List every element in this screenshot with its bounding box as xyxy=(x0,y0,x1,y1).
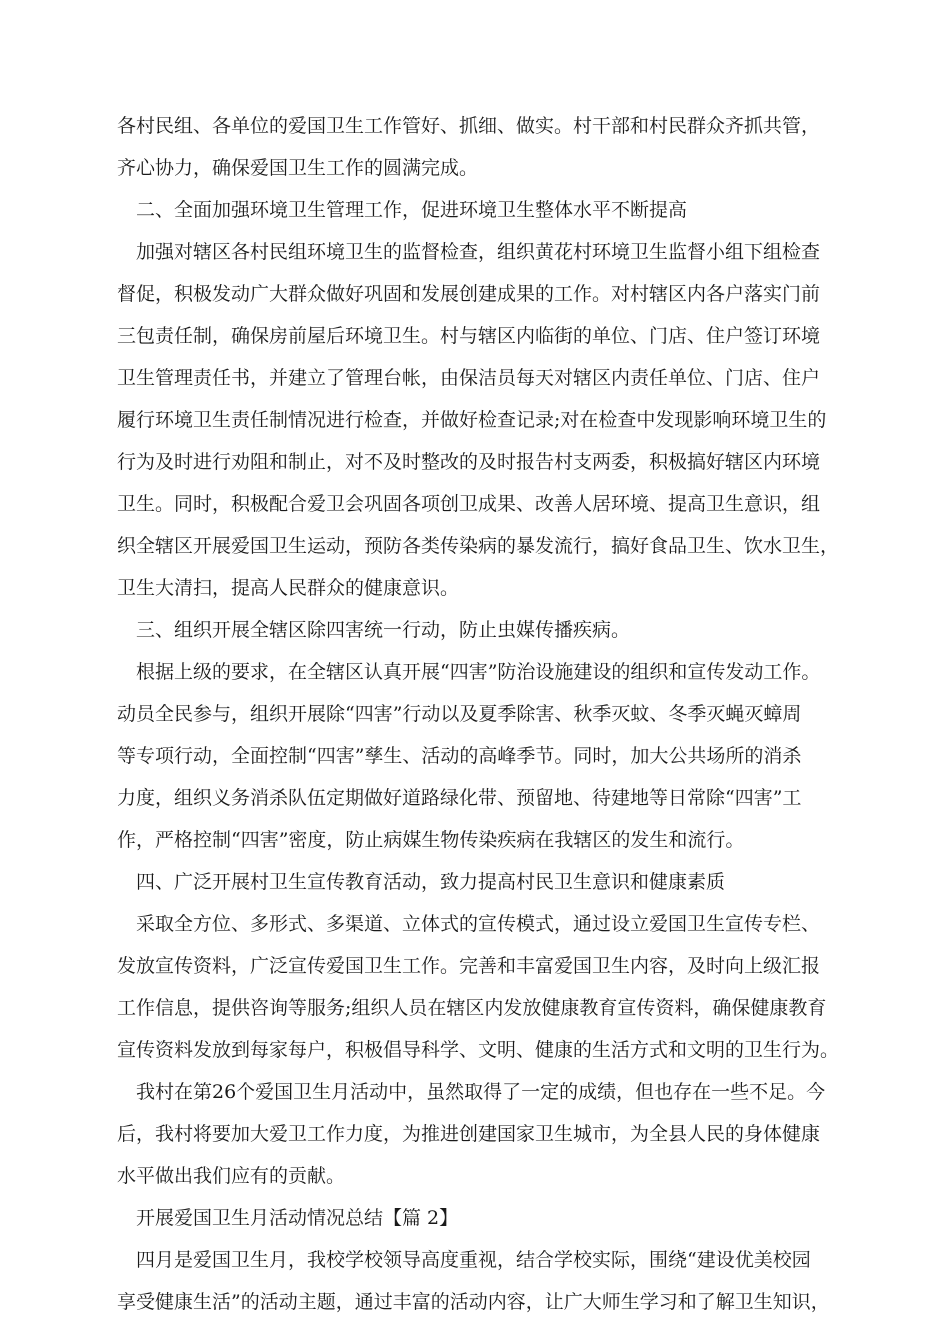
text-line: 工作信息，提供咨询等服务;组织人员在辖区内发放健康教育宣传资料，确保健康教育 xyxy=(117,997,827,1019)
text-line: 力度，组织义务消杀队伍定期做好道路绿化带、预留地、待建地等日常除“四害”工 xyxy=(117,787,802,809)
text-line: 根据上级的要求，在全辖区认真开展“四害”防治设施建设的组织和宣传发动工作。 xyxy=(136,661,821,683)
text-line: 卫生管理责任书，并建立了管理台帐，由保洁员每天对辖区内责任单位、门店、住户 xyxy=(117,367,821,389)
text-line: 动员全民参与，组织开展除“四害”行动以及夏季除害、秋季灭蚊、冬季灭蝇灭蟑周 xyxy=(117,703,802,725)
text-line: 我村在第26个爱国卫生月活动中，虽然取得了一定的成绩，但也存在一些不足。今 xyxy=(136,1081,826,1103)
text-line: 水平做出我们应有的贡献。 xyxy=(117,1165,346,1187)
text-line: 履行环境卫生责任制情况进行检查，并做好检查记录;对在检查中发现影响环境卫生的 xyxy=(117,409,827,431)
text-line: 三包责任制，确保房前屋后环境卫生。村与辖区内临街的单位、门店、住户签订环境 xyxy=(117,325,821,347)
text-line: 作，严格控制“四害”密度，防止病媒生物传染疾病在我辖区的发生和流行。 xyxy=(117,829,745,851)
document-body xyxy=(117,108,857,1320)
text-line: 织全辖区开展爱国卫生运动，预防各类传染病的暴发流行，搞好食品卫生、饮水卫生， xyxy=(117,535,840,557)
text-line: 宣传资料发放到每家每户，积极倡导科学、文明、健康的生活方式和文明的卫生行为。 xyxy=(117,1039,840,1061)
text-line: 卫生。同时，积极配合爱卫会巩固各项创卫成果、改善人居环境、提高卫生意识，组 xyxy=(117,493,821,515)
section-heading: 三、组织开展全辖区除四害统一行动，防止虫媒传播疾病。 xyxy=(136,619,631,641)
text-line: 行为及时进行劝阻和制止，对不及时整改的及时报告村支两委，积极搞好辖区内环境 xyxy=(117,451,821,473)
text-line: 卫生大清扫，提高人民群众的健康意识。 xyxy=(117,577,460,599)
article-subtitle: 开展爱国卫生月活动情况总结【篇 2】 xyxy=(136,1207,459,1229)
text-line: 发放宣传资料，广泛宣传爱国卫生工作。完善和丰富爱国卫生内容，及时向上级汇报 xyxy=(117,955,821,977)
text-line: 四月是爱国卫生月，我校学校领导高度重视，结合学校实际，围绕“建设优美校园 xyxy=(136,1249,811,1271)
text-line: 后，我村将要加大爱卫工作力度，为推进创建国家卫生城市，为全县人民的身体健康 xyxy=(117,1123,821,1145)
text-line: 齐心协力，确保爱国卫生工作的圆满完成。 xyxy=(117,157,479,179)
text-line: 各村民组、各单位的爱国卫生工作管好、抓细、做实。村干部和村民群众齐抓共管， xyxy=(117,115,821,137)
text-line: 等专项行动，全面控制“四害”孳生、活动的高峰季节。同时，加大公共场所的消杀 xyxy=(117,745,802,767)
text-line: 享受健康生活”的活动主题，通过丰富的活动内容，让广大师生学习和了解卫生知识， xyxy=(117,1291,830,1313)
text-line: 加强对辖区各村民组环境卫生的监督检查，组织黄花村环境卫生监督小组下组检查 xyxy=(136,241,821,263)
text-line: 督促，积极发动广大群众做好巩固和发展创建成果的工作。对村辖区内各户落实门前 xyxy=(117,283,821,305)
text-line: 采取全方位、多形式、多渠道、立体式的宣传模式，通过设立爱国卫生宣传专栏、 xyxy=(136,913,821,935)
section-heading: 二、全面加强环境卫生管理工作，促进环境卫生整体水平不断提高 xyxy=(136,199,688,221)
section-heading: 四、广泛开展村卫生宣传教育活动，致力提高村民卫生意识和健康素质 xyxy=(136,871,726,893)
